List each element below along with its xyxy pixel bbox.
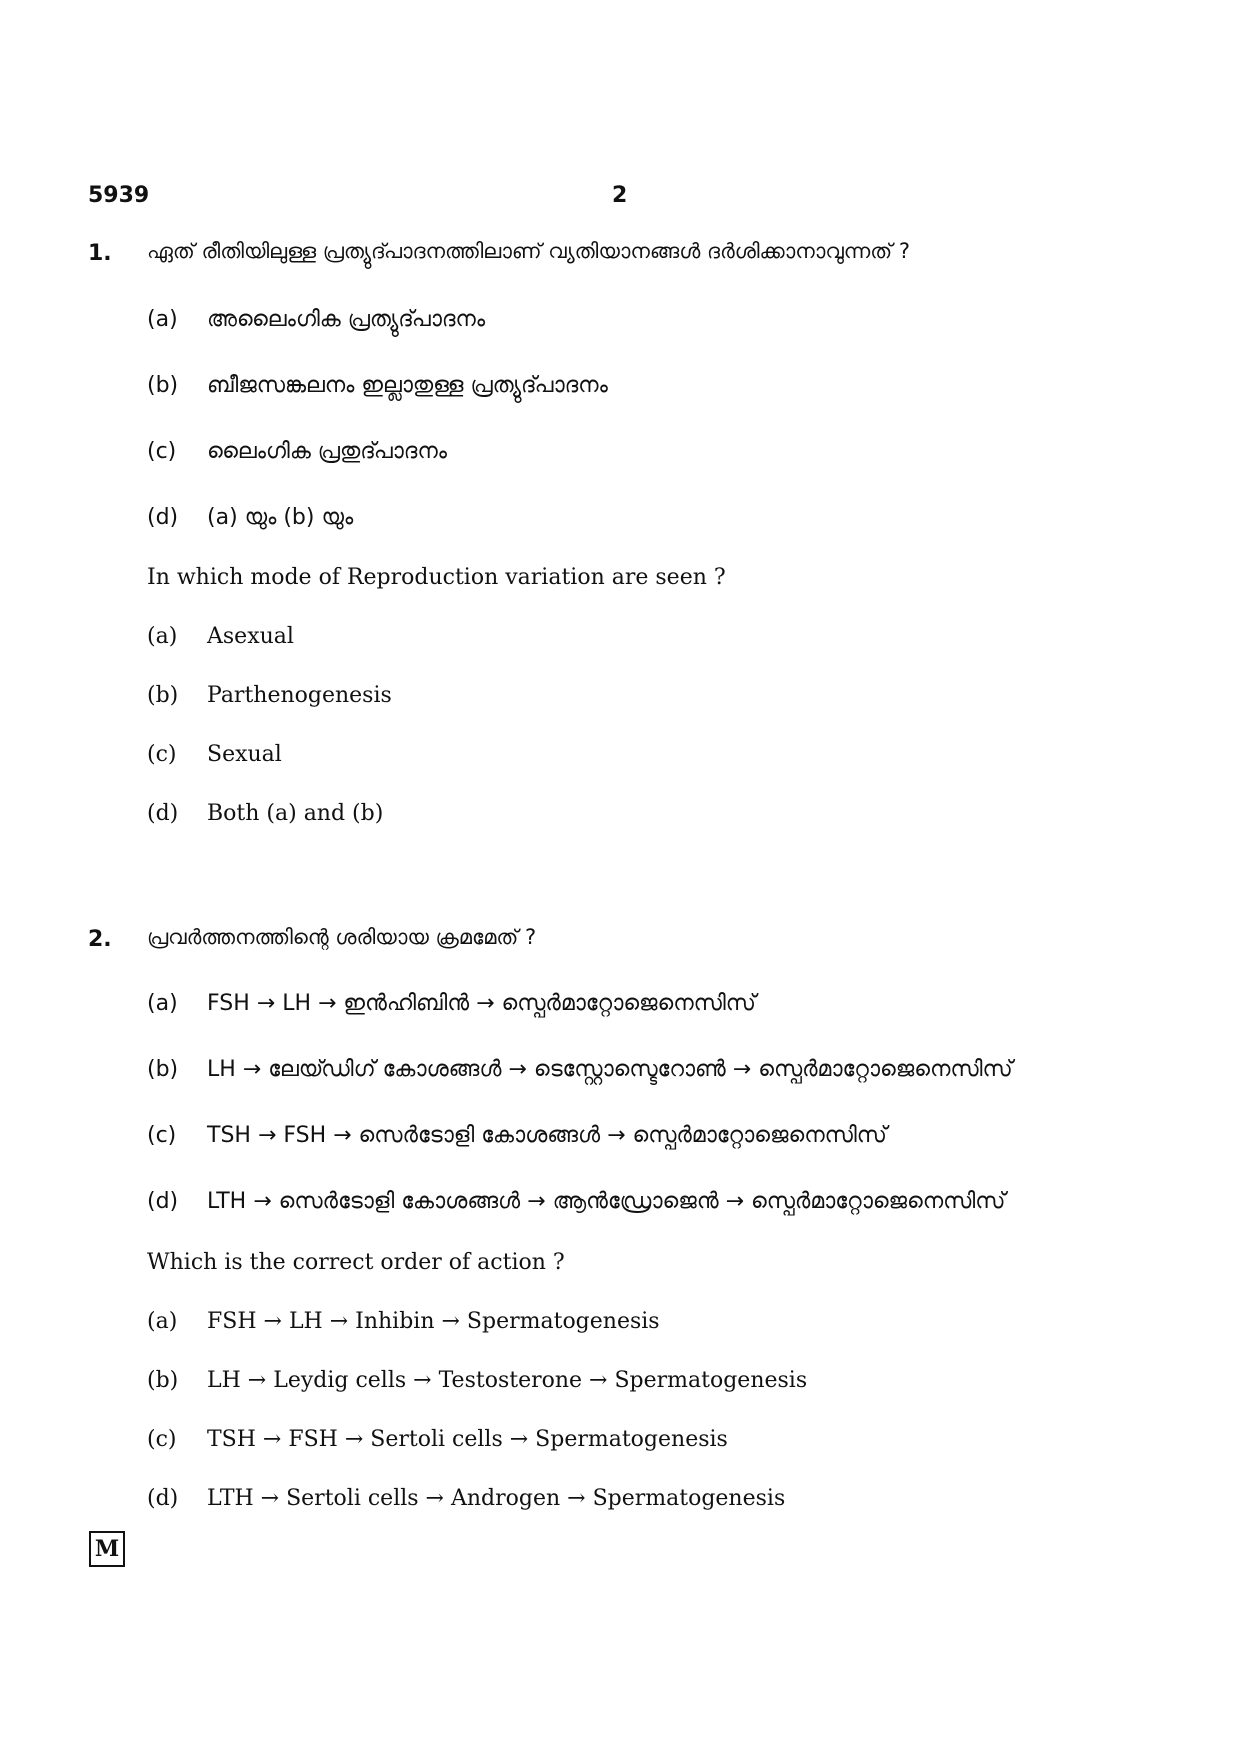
option-ml-b — [147, 373, 608, 398]
question-stem-malayalam: പ്രവർത്തനത്തിന്റെ ശരിയായ ക്രമമേത് ? — [147, 925, 537, 949]
option-text: LTH → Sertoli cells → Androgen → Spermatogenesis — [207, 1486, 786, 1511]
version-mark: M — [89, 1531, 125, 1567]
option-text: FSH → LH → Inhibin → Spermatogenesis — [207, 1309, 660, 1334]
option-label: (c) — [147, 1427, 177, 1452]
option-label: (b) — [147, 1368, 179, 1393]
option-label: (a) — [147, 307, 178, 332]
option-ml-d — [147, 1189, 1005, 1214]
option-label: (d) — [147, 801, 179, 826]
option-label: (d) — [147, 1189, 179, 1214]
option-en-b — [147, 683, 392, 708]
option-text: FSH → LH → ഇൻഹിബിൻ → സ്പെർമാറ്റോജെനെസിസ് — [207, 991, 756, 1016]
option-en-d — [147, 801, 383, 826]
option-ml-d — [147, 505, 353, 530]
option-text: Sexual — [207, 742, 282, 767]
option-text: ബീജസങ്കലനം ഇല്ലാതുള്ള പ്രത്യുദ്പാദനം — [207, 373, 608, 398]
option-ml-b — [147, 1057, 1013, 1082]
option-en-a — [147, 1309, 660, 1334]
question-stem-english: In which mode of Reproduction variation are seen ? — [147, 565, 726, 590]
option-en-a — [147, 624, 294, 649]
question-number: 2. — [88, 927, 112, 952]
option-label: (c) — [147, 742, 177, 767]
option-text: ലൈംഗിക പ്രതുദ്പാദനം — [207, 439, 447, 464]
option-text: TSH → FSH → Sertoli cells → Spermatogenesis — [207, 1427, 728, 1452]
option-text: Asexual — [207, 624, 294, 649]
option-text: TSH → FSH → സെർടോളി കോശങ്ങൾ → സ്പെർമാറ്റോജെനെസിസ് — [207, 1123, 887, 1148]
option-label: (a) — [147, 991, 178, 1016]
option-label: (c) — [147, 1123, 177, 1148]
option-label: (a) — [147, 1309, 178, 1334]
option-label: (d) — [147, 505, 179, 530]
option-ml-a — [147, 991, 756, 1016]
option-label: (c) — [147, 439, 177, 464]
option-text: LH → ലേയ്ഡിഗ് കോശങ്ങൾ → ടെസ്റ്റോസ്ടെറോൺ → സ്പെർമാറ്റോജെനെസിസ് — [207, 1057, 1013, 1082]
option-ml-c — [147, 439, 447, 464]
option-label: (a) — [147, 624, 178, 649]
option-en-b — [147, 1368, 807, 1393]
option-text: LH → Leydig cells → Testosterone → Spermatogenesis — [207, 1368, 808, 1393]
option-text: അലൈംഗിക പ്രത്യുദ്പാദനം — [207, 307, 486, 332]
paper-code: 5939 — [88, 183, 150, 208]
option-label: (b) — [147, 1057, 179, 1082]
option-text: Both (a) and (b) — [207, 801, 384, 826]
option-ml-a — [147, 307, 485, 332]
option-label: (b) — [147, 373, 179, 398]
option-label: (d) — [147, 1486, 179, 1511]
option-en-c — [147, 742, 282, 767]
option-ml-c — [147, 1123, 887, 1148]
page-number: 2 — [612, 183, 628, 208]
option-text: Parthenogenesis — [207, 683, 392, 708]
option-text: (a) യും (b) യും — [207, 505, 354, 530]
option-en-c — [147, 1427, 728, 1452]
option-label: (b) — [147, 683, 179, 708]
question-stem-malayalam: ഏത് രീതിയിലുള്ള പ്രത്യുദ്പാദനത്തിലാണ് വ്യതിയാനങ്ങൾ ദർശിക്കാനാവുന്നത് ? — [147, 239, 911, 263]
option-en-d — [147, 1486, 785, 1511]
question-number: 1. — [88, 241, 112, 266]
option-text: LTH → സെർടോളി കോശങ്ങൾ → ആൻഡ്രോജെൻ → സ്പെർമാറ്റോജെനെസിസ് — [207, 1189, 1006, 1214]
question-stem-english: Which is the correct order of action ? — [147, 1250, 565, 1275]
